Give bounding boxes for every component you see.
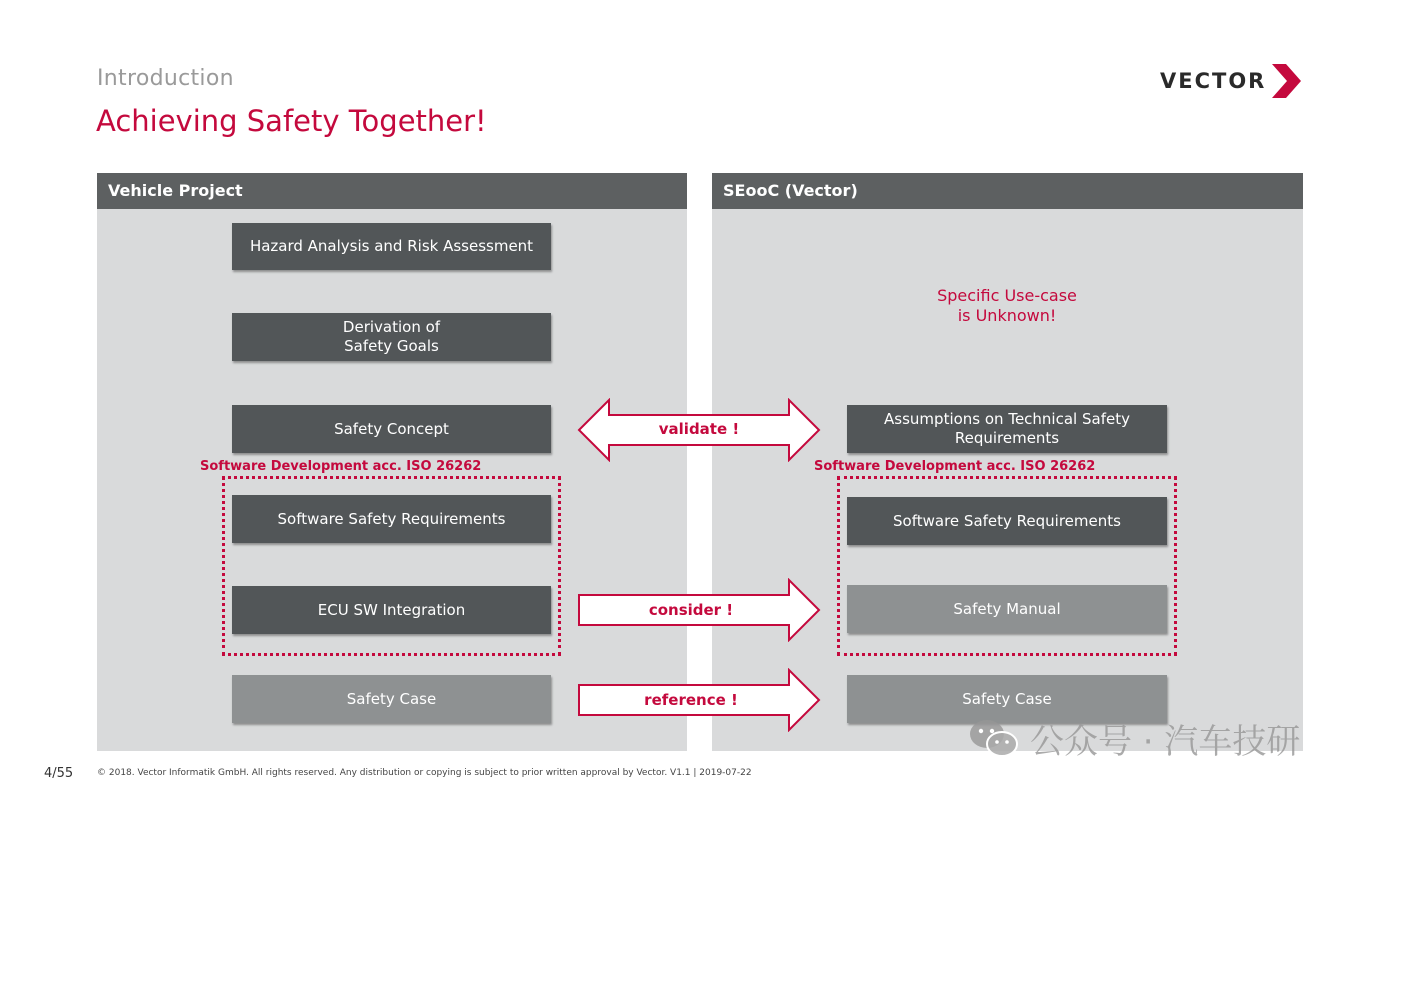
vehicle-project-header: Vehicle Project <box>97 173 687 209</box>
safety-goals-box: Derivation of Safety Goals <box>232 313 551 361</box>
safety-concept-box: Safety Concept <box>232 405 551 453</box>
logo-wordmark: VECTOR <box>1160 69 1267 93</box>
chevron-logo-icon <box>1268 62 1302 100</box>
section-label: Introduction <box>97 66 234 91</box>
right-sw-safety-requirements-box: Software Safety Requirements <box>847 497 1167 545</box>
assumptions-box: Assumptions on Technical Safety Requirements <box>847 405 1167 453</box>
watermark-text: 公众号 · 汽车技研 <box>1030 721 1301 762</box>
right-safety-case-box: Safety Case <box>847 675 1167 723</box>
watermark <box>968 715 1300 761</box>
wechat-icon <box>968 718 1020 758</box>
slide-title: Achieving Safety Together! <box>96 104 487 138</box>
hazard-analysis-box: Hazard Analysis and Risk Assessment <box>232 223 551 270</box>
use-case-note: Specific Use-case is Unknown! <box>937 286 1077 325</box>
copyright-notice: © 2018. Vector Informatik GmbH. All rights reserved. Any distribution or copying is subject to prior written approval by Vector. V1.1 | 2019-07-22 <box>97 768 752 778</box>
validate-label: validate ! <box>658 420 740 438</box>
seooc-header: SEooC (Vector) <box>712 173 1303 209</box>
left-sw-development-label: Software Development acc. ISO 26262 <box>200 459 482 474</box>
left-safety-case-box: Safety Case <box>232 675 551 723</box>
reference-label: reference ! <box>644 691 738 709</box>
vector-logo <box>1160 62 1305 102</box>
consider-label: consider ! <box>648 601 734 619</box>
safety-manual-box: Safety Manual <box>847 585 1167 633</box>
right-sw-development-label: Software Development acc. ISO 26262 <box>814 459 1096 474</box>
left-sw-safety-requirements-box: Software Safety Requirements <box>232 495 551 543</box>
ecu-sw-integration-box: ECU SW Integration <box>232 586 551 634</box>
page-number: 4/55 <box>44 766 74 781</box>
